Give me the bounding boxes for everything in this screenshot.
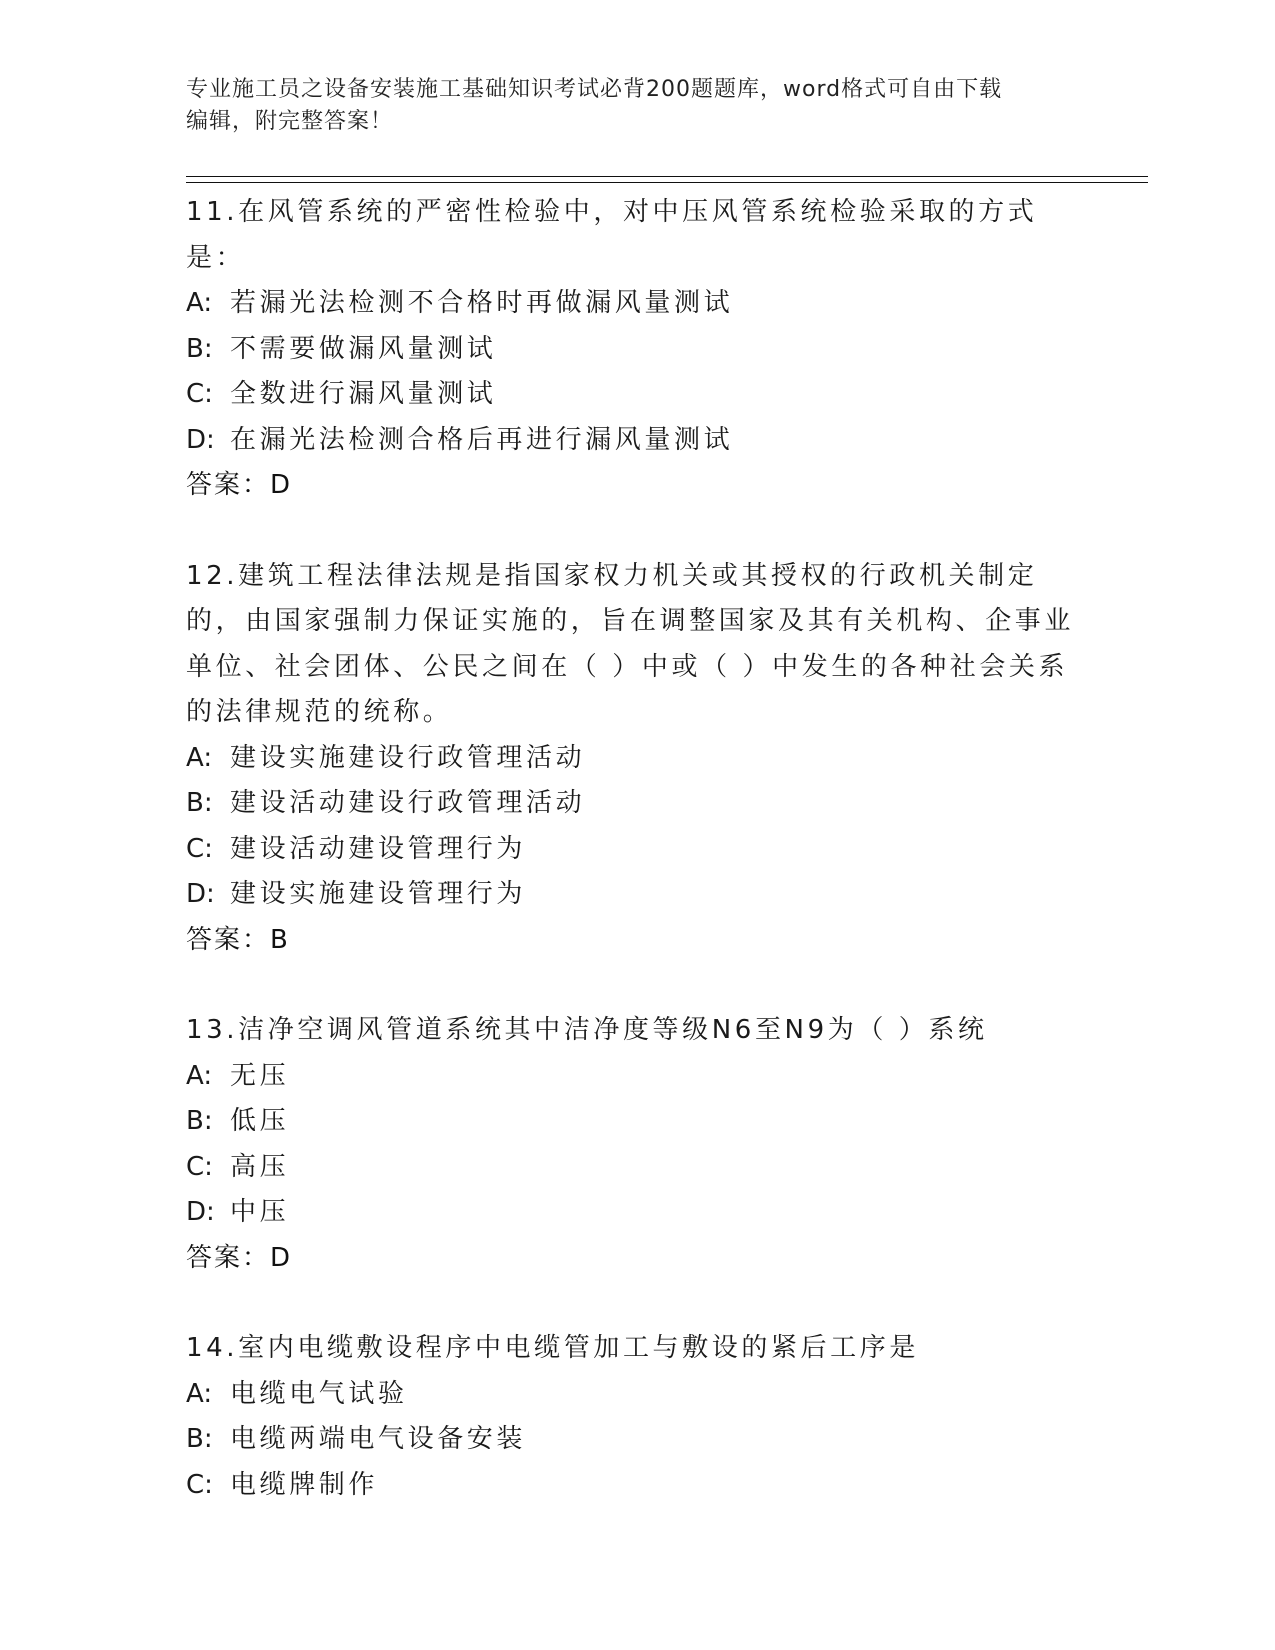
option-a	[186, 281, 1086, 327]
option-d	[186, 1190, 1086, 1236]
header-divider-top	[186, 176, 1148, 177]
option-key: D:	[186, 424, 215, 455]
option-b	[186, 327, 1086, 373]
header-divider-bottom	[186, 182, 1148, 183]
question-stem: 14.室内电缆敷设程序中电缆管加工与敷设的紧后工序是	[186, 1333, 919, 1363]
option-key: A:	[186, 1060, 213, 1091]
header-line-1: 专业施工员之设备安装施工基础知识考试必背200题题库，word格式可自由下载	[186, 77, 1003, 102]
option-text: 中压	[230, 1197, 290, 1227]
question-stem: 11.在风管系统的严密性检验中，对中压风管系统检验采取的方式是：	[186, 197, 1038, 273]
option-c	[186, 1145, 1086, 1191]
option-text: 电缆两端电气设备安装	[230, 1424, 527, 1454]
option-key: B:	[186, 1424, 213, 1454]
option-a	[186, 736, 1086, 782]
option-d	[186, 418, 1086, 464]
option-key: C:	[186, 1151, 213, 1182]
option-text: 无压	[230, 1060, 290, 1091]
option-a	[186, 1372, 1086, 1418]
option-key: B:	[186, 333, 213, 364]
option-key: C:	[186, 833, 213, 864]
option-d	[186, 872, 1086, 918]
answer-line: 答案：B	[186, 924, 290, 955]
option-text: 建设实施建设管理行为	[230, 879, 527, 909]
option-c	[186, 372, 1086, 418]
question-stem: 12.建筑工程法律法规是指国家权力机关或其授权的行政机关制定的，由国家强制力保证实施的，旨在调整国家及其有关机构、企事业单位、社会团体、公民之间在（ ）中或（ ）中发生的各种社会关系的法律规范的统称。	[186, 560, 1075, 727]
option-c	[186, 1463, 1086, 1509]
answer-line: 答案：D	[186, 470, 293, 500]
answer-line: 答案：D	[186, 1242, 293, 1273]
option-text: 高压	[230, 1151, 290, 1182]
option-key: C:	[186, 379, 213, 409]
option-key: D:	[186, 879, 215, 909]
option-key: B:	[186, 1106, 213, 1136]
option-text: 电缆电气试验	[230, 1378, 408, 1409]
option-text: 建设实施建设行政管理活动	[230, 742, 586, 773]
document-header	[186, 74, 1066, 138]
option-text: 在漏光法检测合格后再进行漏风量测试	[230, 424, 734, 455]
option-text: 建设活动建设行政管理活动	[230, 788, 586, 818]
option-text: 电缆牌制作	[230, 1469, 379, 1500]
option-b	[186, 1099, 1086, 1145]
question-stem: 13.洁净空调风管道系统其中洁净度等级N6至N9为（ ）系统	[186, 1015, 988, 1045]
option-text: 低压	[230, 1106, 290, 1136]
option-b	[186, 781, 1086, 827]
option-key: A:	[186, 288, 213, 318]
option-key: D:	[186, 1197, 215, 1227]
question-13	[186, 1008, 1086, 1281]
question-12	[186, 554, 1086, 964]
option-key: B:	[186, 788, 213, 818]
option-text: 不需要做漏风量测试	[230, 333, 497, 364]
option-key: A:	[186, 1378, 213, 1409]
question-11	[186, 190, 1086, 509]
option-text: 全数进行漏风量测试	[230, 379, 497, 409]
question-14	[186, 1326, 1086, 1508]
option-c	[186, 827, 1086, 873]
question-spacer	[186, 509, 1086, 554]
option-b	[186, 1417, 1086, 1463]
question-spacer	[186, 1281, 1086, 1326]
question-spacer	[186, 963, 1086, 1008]
option-key: A:	[186, 742, 213, 773]
option-text: 若漏光法检测不合格时再做漏风量测试	[230, 288, 734, 318]
option-key: C:	[186, 1469, 213, 1500]
option-text: 建设活动建设管理行为	[230, 833, 527, 864]
header-line-2: 编辑，附完整答案！	[186, 109, 394, 134]
option-a	[186, 1054, 1086, 1100]
question-list	[186, 190, 1086, 1508]
